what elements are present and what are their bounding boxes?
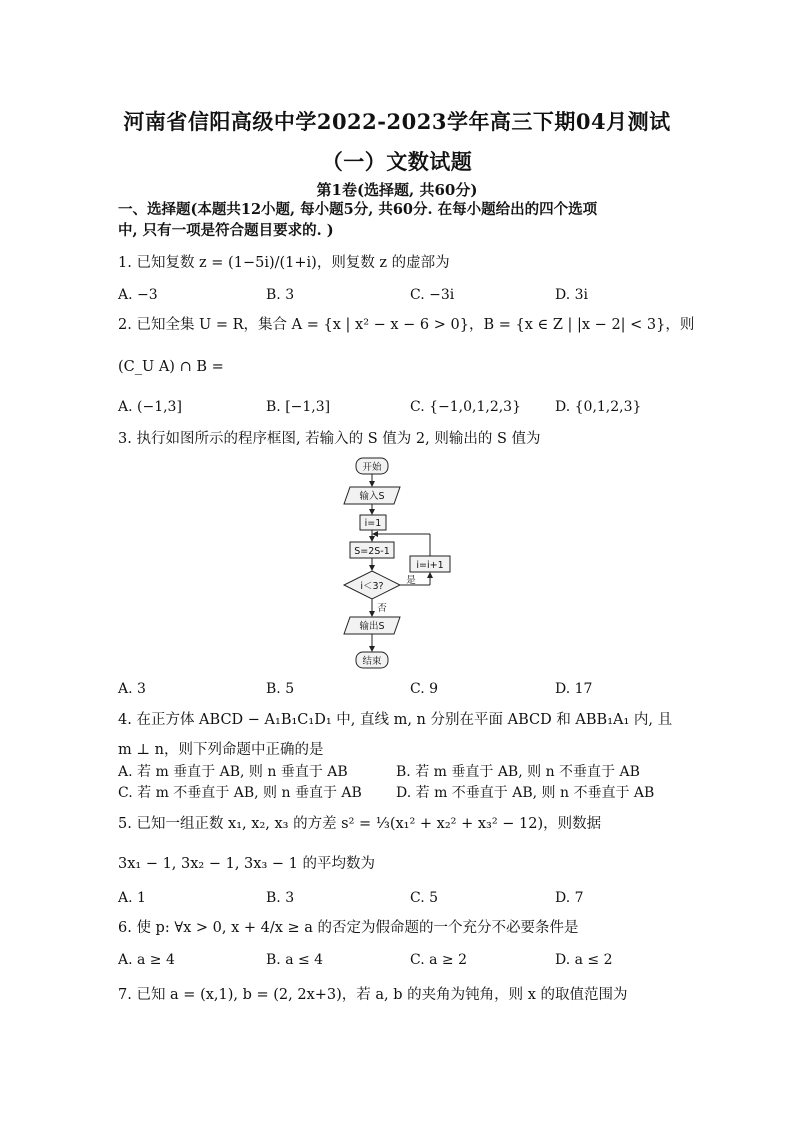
flow-assign-label: S=2S-1 (354, 546, 390, 557)
option-c: C. a ≥ 2 (410, 952, 467, 968)
flow-no-label: 否 (377, 603, 387, 614)
option-a: A. a ≥ 4 (118, 952, 175, 968)
option-b: B. 3 (266, 890, 295, 906)
option-d: D. {0,1,2,3} (555, 399, 642, 415)
volume-heading: 第1卷(选择题, 共60分) (316, 181, 478, 199)
option-a: A. 1 (118, 890, 146, 906)
question-7-stem: 7. 已知 a = (x,1), b = (2, 2x+3)，若 a, b 的夹角为钝角，则 x 的取值范围为 (118, 987, 628, 1003)
option-c: C. 9 (410, 681, 439, 697)
exam-title: 河南省信阳高级中学2022-2023学年高三下期04月测试 (123, 109, 671, 134)
flow-yes-label: 是 (406, 575, 416, 586)
option-b: B. 3 (266, 287, 295, 303)
flowchart (330, 452, 460, 672)
option-d: D. 3i (555, 287, 589, 303)
option-d: D. 7 (555, 890, 584, 906)
option-a: A. 若 m 垂直于 AB, 则 n 垂直于 AB (118, 764, 348, 780)
exam-subtitle: （一）文数试题 (321, 149, 473, 174)
flow-increment-label: i=i+1 (416, 560, 444, 571)
flow-end-label: 结束 (362, 656, 382, 667)
option-b: B. a ≤ 4 (266, 952, 324, 968)
flow-output-label: 输出S (359, 621, 385, 632)
question-2-stem-cont: (C_U A) ∩ B = (118, 359, 224, 375)
option-d: D. 若 m 不垂直于 AB, 则 n 不垂直于 AB (396, 785, 655, 801)
option-d: D. 17 (555, 681, 593, 697)
section-heading: 一、选择题(本题共12小题, 每小题5分, 共60分. 在每小题给出的四个选项 (118, 201, 598, 218)
question-4-stem-cont: m ⊥ n，则下列命题中正确的是 (118, 742, 324, 758)
option-c: C. −3i (410, 287, 455, 303)
flow-start-label: 开始 (362, 462, 382, 473)
flow-init-label: i=1 (364, 518, 382, 529)
option-b: B. [−1,3] (266, 399, 331, 415)
question-5-stem-cont: 3x₁ − 1, 3x₂ − 1, 3x₃ − 1 的平均数为 (118, 856, 375, 872)
option-b: B. 5 (266, 681, 295, 697)
option-a: A. −3 (118, 287, 158, 303)
option-a: A. (−1,3] (118, 399, 182, 415)
question-4-stem: 4. 在正方体 ABCD − A₁B₁C₁D₁ 中, 直线 m, n 分别在平面 ABCD 和 ABB₁A₁ 内, 且 (118, 712, 673, 728)
option-c: C. 若 m 不垂直于 AB, 则 n 垂直于 AB (118, 785, 362, 801)
option-a: A. 3 (118, 681, 146, 697)
option-c: C. 5 (410, 890, 439, 906)
flow-input-label: 输入S (359, 491, 385, 502)
question-1-stem: 1. 已知复数 z = (1−5i)/(1+i)，则复数 z 的虚部为 (118, 255, 450, 271)
section-heading-cont: 中, 只有一项是符合题目要求的. ) (118, 222, 334, 239)
question-6-stem: 6. 使 p: ∀x > 0, x + 4/x ≥ a 的否定为假命题的一个充分不必要条件是 (118, 920, 579, 936)
flow-condition-label: i＜3? (360, 581, 384, 592)
option-b: B. 若 m 垂直于 AB, 则 n 不垂直于 AB (396, 764, 640, 780)
option-d: D. a ≤ 2 (555, 952, 613, 968)
question-2-stem: 2. 已知全集 U = R，集合 A = {x | x² − x − 6 > 0}，B = {x ∈ Z | |x − 2| < 3}，则 (118, 317, 695, 333)
question-5-stem: 5. 已知一组正数 x₁, x₂, x₃ 的方差 s² = ⅓(x₁² + x₂² + x₃² − 12)，则数据 (118, 816, 602, 832)
question-3-stem: 3. 执行如图所示的程序框图, 若输入的 S 值为 2, 则输出的 S 值为 (118, 431, 541, 447)
option-c: C. {−1,0,1,2,3} (410, 399, 521, 415)
